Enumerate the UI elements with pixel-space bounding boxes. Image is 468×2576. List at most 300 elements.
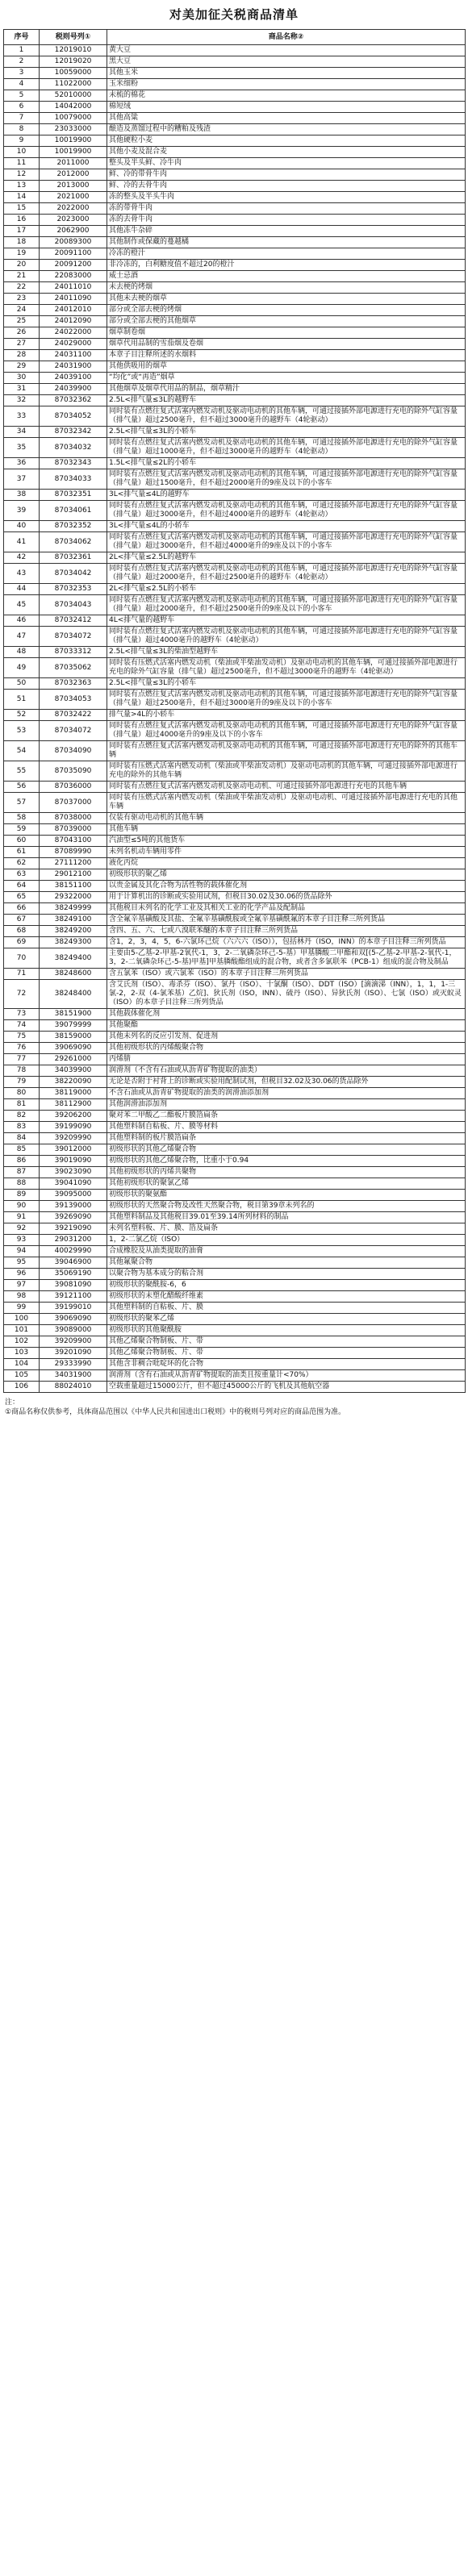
product-name: 含1，2，3，4，5，6-六氯环己烷（六六六（ISO）），包括林丹（ISO，INN）的本章子目注释三所列货品: [107, 937, 466, 948]
table-row: [4, 1032, 466, 1043]
tariff-code: 22083000: [40, 271, 107, 282]
row-number: 56: [4, 782, 40, 793]
tariff-code: 29031200: [40, 1235, 107, 1246]
table-row: [4, 339, 466, 350]
row-number: 103: [4, 1348, 40, 1359]
tariff-code: 87034043: [40, 595, 107, 615]
product-name: 不含石油或从沥青矿物提取的油类的润滑油添加剂: [107, 1088, 466, 1099]
product-name: 烟草代用品制的雪茄烟及卷烟: [107, 339, 466, 350]
tariff-code: 39046900: [40, 1257, 107, 1269]
row-number: 35: [4, 438, 40, 458]
product-name: 3L<排气量≤4L的小轿车: [107, 521, 466, 532]
table-row: [4, 1280, 466, 1291]
table-row: [4, 1370, 466, 1382]
table-row: [4, 678, 466, 690]
table-row: [4, 1088, 466, 1099]
product-name: 同时装有压燃式活塞内燃发动机（柴油或半柴油发动机）及驱动电动机的其他车辆，可通过接插外部电源进行充电的除外的其他车辆: [107, 761, 466, 782]
row-number: 7: [4, 113, 40, 124]
tariff-code: 87032352: [40, 521, 107, 532]
product-name: 无论是否附于衬背上的诊断或实验用配制试剂，但税目32.02及30.06的货品除外: [107, 1077, 466, 1088]
table-row: [4, 782, 466, 793]
product-name: 同时装有点燃往复式活塞内燃发动机及驱动电动机的其他车辆，可通过接插外部电源进行充电的除外气缸容量（排气量）超过2000毫升，但不超过2500毫升的越野车（4轮驱动）: [107, 564, 466, 584]
row-number: 11: [4, 158, 40, 169]
product-name: 其他乙烯聚合物制板、片、带: [107, 1336, 466, 1348]
table-row: [4, 881, 466, 892]
table-row: [4, 237, 466, 248]
row-number: 94: [4, 1246, 40, 1257]
row-number: 51: [4, 690, 40, 710]
product-name: 鲜、冷的带骨牛肉: [107, 169, 466, 181]
tariff-code: 29322000: [40, 892, 107, 903]
product-name: 初级形状的天然聚合物及改性天然聚合物，税目第39章未列名的: [107, 1201, 466, 1212]
row-number: 76: [4, 1043, 40, 1054]
tariff-code: 38249300: [40, 937, 107, 948]
product-name: 其他塑料制的板片膜箔扁条: [107, 1133, 466, 1144]
tariff-code: 10059000: [40, 68, 107, 79]
tariff-code: 87038000: [40, 813, 107, 824]
row-number: 19: [4, 248, 40, 260]
tariff-code: 14042000: [40, 102, 107, 113]
row-number: 81: [4, 1099, 40, 1111]
product-name: 含艾氏剂（ISO）、毒杀芬（ISO）、氯丹（ISO）、十氯酮（ISO）、DDT（ISO）[滴滴涕（INN），1，1，1-三氯-2，2-双（4-氯苯基）乙烷]、狄氏剂（ISO，INN）、硫丹（ISO）、异狄氏剂（ISO）、七氯（ISO）或灭蚁灵（ISO）的本章子目注释三所列货品: [107, 980, 466, 1009]
product-name: 其他税目未列名的化学工业及其相关工业的化学产品及配制品: [107, 903, 466, 915]
product-name: 1.5L<排气量≤2L的小轿车: [107, 458, 466, 469]
table-row: [4, 395, 466, 406]
row-number: 75: [4, 1032, 40, 1043]
row-number: 100: [4, 1314, 40, 1325]
row-number: 28: [4, 350, 40, 361]
row-number: 37: [4, 469, 40, 490]
row-number: 47: [4, 627, 40, 647]
row-number: 84: [4, 1133, 40, 1144]
row-number: 67: [4, 915, 40, 926]
product-name: 同时装有点燃往复式活塞内燃发动机及驱动电动机、可通过接插外部电源进行充电的其他车辆: [107, 782, 466, 793]
product-name: 冻的带骨牛肉: [107, 203, 466, 215]
tariff-code: 24012010: [40, 305, 107, 316]
row-number: 93: [4, 1235, 40, 1246]
table-row: [4, 980, 466, 1009]
product-name: 含全氟辛基磺酸及其盐、全氟辛基磺酰胺或全氟辛基磺酰氟的本章子目注释三所列货品: [107, 915, 466, 926]
table-row: [4, 595, 466, 615]
product-name: 其他初级形状的聚氯乙烯: [107, 1178, 466, 1190]
row-number: 6: [4, 102, 40, 113]
table-row: [4, 1212, 466, 1223]
table-row: [4, 373, 466, 384]
table-row: [4, 690, 466, 710]
row-number: 36: [4, 458, 40, 469]
table-row: [4, 56, 466, 68]
row-number: 58: [4, 813, 40, 824]
tariff-table: [3, 29, 466, 1393]
tariff-code: 2012000: [40, 169, 107, 181]
row-number: 55: [4, 761, 40, 782]
row-number: 104: [4, 1359, 40, 1370]
product-name: 液化丙烷: [107, 858, 466, 869]
row-number: 1: [4, 45, 40, 56]
table-row: [4, 1009, 466, 1020]
table-row: [4, 294, 466, 305]
table-header-row: [4, 30, 466, 45]
product-name: 丙烯腈: [107, 1054, 466, 1065]
product-name: 部分或全部去梗的其他烟草: [107, 316, 466, 327]
product-name: 空载重量超过15000公斤，但不超过45000公斤的飞机及其他航空器: [107, 1382, 466, 1393]
table-row: [4, 1065, 466, 1077]
tariff-code: 87035090: [40, 761, 107, 782]
tariff-code: 87035062: [40, 658, 107, 678]
row-number: 25: [4, 316, 40, 327]
row-number: 16: [4, 215, 40, 226]
product-name: 仅装有驱动电动机的其他车辆: [107, 813, 466, 824]
row-number: 96: [4, 1269, 40, 1280]
row-number: 101: [4, 1325, 40, 1336]
product-name: 其他初级形状的丙烯酸聚合物: [107, 1043, 466, 1054]
tariff-code: 87034042: [40, 564, 107, 584]
row-number: 40: [4, 521, 40, 532]
tariff-code: 2023000: [40, 215, 107, 226]
row-number: 32: [4, 395, 40, 406]
product-name: 2L<排气量≤2.5L的小轿车: [107, 584, 466, 595]
row-number: 83: [4, 1122, 40, 1133]
table-row: [4, 869, 466, 881]
row-number: 13: [4, 181, 40, 192]
tariff-code: 87032343: [40, 458, 107, 469]
row-number: 17: [4, 226, 40, 237]
table-row: [4, 892, 466, 903]
row-number: 99: [4, 1303, 40, 1314]
product-name: 含五氯苯（ISO）或六氯苯（ISO）的本章子目注释三所列货品: [107, 969, 466, 980]
row-number: 62: [4, 858, 40, 869]
row-number: 38: [4, 490, 40, 501]
table-row: [4, 203, 466, 215]
row-number: 90: [4, 1201, 40, 1212]
row-number: 30: [4, 373, 40, 384]
tariff-code: 87032361: [40, 552, 107, 564]
row-number: 105: [4, 1370, 40, 1382]
row-number: 46: [4, 615, 40, 627]
product-name: 其他烟草及烟草代用品的制品，烟草精汁: [107, 384, 466, 395]
product-name: 鲜、冷的去骨牛肉: [107, 181, 466, 192]
table-row: [4, 90, 466, 102]
product-name: 本章子目注释所述的水烟料: [107, 350, 466, 361]
product-name: 同时装有点燃往复式活塞内燃发动机及驱动电动机的其他车辆，可通过接插外部电源进行充电的除外气缸容量（排气量）超过1500毫升，但不超过2000毫升的9座及以下的小客车: [107, 469, 466, 490]
tariff-code: 39121100: [40, 1291, 107, 1303]
product-name: 3L<排气量≤4L的越野车: [107, 490, 466, 501]
table-row: [4, 1020, 466, 1032]
product-name: 初级形状的聚酰胺-6，6: [107, 1280, 466, 1291]
tariff-code: 38112900: [40, 1099, 107, 1111]
tariff-code: 24011090: [40, 294, 107, 305]
table-row: [4, 305, 466, 316]
tariff-code: 87032363: [40, 678, 107, 690]
footnote-text: ①商品名称仅供参考，具体商品范围以《中华人民共和国进出口税则》中的税则号列对应的商品范围为准。: [5, 1408, 346, 1416]
row-number: 53: [4, 721, 40, 741]
product-name: 2.5L<排气量≤3L的柴油型越野车: [107, 647, 466, 658]
tariff-code: 39199090: [40, 1122, 107, 1133]
product-name: 主要由5-乙基-2-甲基-2氧代-1，3，2-二氧磷杂环己-5-基）甲基膦酸二甲酯和双[(5-乙基-2-甲基-2-氧代-1，3，2-二氧磷杂环己-5-基)甲基]甲基膦酸酯组成的混合物，或者含多氯联苯（PCB-1）组成的混合物及制品: [107, 948, 466, 969]
table-row: [4, 552, 466, 564]
table-row: [4, 226, 466, 237]
footnote-label: 注：: [5, 1398, 20, 1407]
product-name: 用于计算机出的诊断或实验用试剂，但税目30.02及30.06的货品除外: [107, 892, 466, 903]
row-number: 24: [4, 305, 40, 316]
product-name: 润滑剂（不含有石油或从沥青矿物提取的油类）: [107, 1065, 466, 1077]
table-row: [4, 615, 466, 627]
row-number: 106: [4, 1382, 40, 1393]
product-name: 以贵金属及其化合物为活性物的载体催化剂: [107, 881, 466, 892]
tariff-code: 20089300: [40, 237, 107, 248]
table-row: [4, 248, 466, 260]
table-row: [4, 969, 466, 980]
table-row: [4, 1235, 466, 1246]
tariff-code: 39069090: [40, 1314, 107, 1325]
product-name: 2.5L<排气量≤3L的小轿车: [107, 427, 466, 438]
table-row: [4, 147, 466, 158]
tariff-code: 87033312: [40, 647, 107, 658]
tariff-code: 39019090: [40, 1156, 107, 1167]
table-row: [4, 458, 466, 469]
tariff-code: 52010000: [40, 90, 107, 102]
tariff-code: 87032412: [40, 615, 107, 627]
row-number: 102: [4, 1336, 40, 1348]
table-body: [4, 45, 466, 1393]
table-row: [4, 1111, 466, 1122]
product-name: 黑大豆: [107, 56, 466, 68]
footnote: [5, 1398, 463, 1417]
row-number: 88: [4, 1178, 40, 1190]
product-name: 初级形状的未塑化醋酸纤维素: [107, 1291, 466, 1303]
tariff-code: 39139000: [40, 1201, 107, 1212]
tariff-code: 38249400: [40, 948, 107, 969]
row-number: 54: [4, 741, 40, 761]
tariff-code: 87034052: [40, 406, 107, 427]
tariff-code: 87032342: [40, 427, 107, 438]
product-name: 同时装有点燃往复式活塞内燃发动机及驱动电动机的其他车辆，可通过接插外部电源进行充电的除外气缸容量（排气量）超过2500毫升，但不超过3000毫升的9座及以下的小客车: [107, 690, 466, 710]
table-row: [4, 521, 466, 532]
tariff-code: 2022000: [40, 203, 107, 215]
product-name: 未列名塑料板、片、膜、箔及扁条: [107, 1223, 466, 1235]
product-name: 未去梗的烤烟: [107, 282, 466, 294]
tariff-code: 27111200: [40, 858, 107, 869]
product-name: 初级形状的其他乙烯聚合物，比重小于0.94: [107, 1156, 466, 1167]
table-row: [4, 1359, 466, 1370]
row-number: 27: [4, 339, 40, 350]
table-row: [4, 1156, 466, 1167]
product-name: 同时装有点燃往复式活塞内燃发动机及驱动电动机的其他车辆，可通过接插外部电源进行充电的除外气缸容量（排气量）超过3000毫升，但不超过4000毫升的越野车（4轮驱动）: [107, 501, 466, 521]
row-number: 49: [4, 658, 40, 678]
product-name: 汽油型≤5吨的其他货车: [107, 836, 466, 847]
tariff-code: 87034062: [40, 532, 107, 552]
tariff-code: 87034053: [40, 690, 107, 710]
tariff-code: 20091100: [40, 248, 107, 260]
row-number: 9: [4, 135, 40, 147]
table-row: [4, 350, 466, 361]
row-number: 95: [4, 1257, 40, 1269]
table-row: [4, 824, 466, 836]
table-row: [4, 79, 466, 90]
product-name: 2.5L<排气量≤3L的小轿车: [107, 678, 466, 690]
row-number: 57: [4, 793, 40, 813]
row-number: 79: [4, 1077, 40, 1088]
product-name: 其他高粱: [107, 113, 466, 124]
table-row: [4, 903, 466, 915]
table-row: [4, 1382, 466, 1393]
tariff-code: 39069090: [40, 1043, 107, 1054]
table-row: [4, 1257, 466, 1269]
tariff-code: 87032351: [40, 490, 107, 501]
product-name: 同时装有点燃往复式活塞内燃发动机及驱动电动机的其他车辆，可通过接插外部电源进行充电的除外气缸容量（排气量）超过4000毫升的越野车（4轮驱动）: [107, 627, 466, 647]
product-name: 聚对苯二甲酸乙二酯板片膜箔扁条: [107, 1111, 466, 1122]
row-number: 41: [4, 532, 40, 552]
row-number: 63: [4, 869, 40, 881]
tariff-code: 35069190: [40, 1269, 107, 1280]
product-name: 其他未去梗的烟草: [107, 294, 466, 305]
tariff-code: 24031100: [40, 350, 107, 361]
row-number: 73: [4, 1009, 40, 1020]
product-name: 同时装有压燃式活塞内燃发动机（柴油或半柴油发动机）及驱动电动机的其他车辆，可通过接插外部电源进行充电的除外气缸容量（排气量）超过2500毫升，但不超过3000毫升的越野车（4轮驱动）: [107, 658, 466, 678]
row-number: 8: [4, 124, 40, 135]
tariff-code: 87032353: [40, 584, 107, 595]
tariff-code: 39269090: [40, 1212, 107, 1223]
tariff-code: 39079999: [40, 1020, 107, 1032]
product-name: 部分或全部去梗的烤烟: [107, 305, 466, 316]
tariff-code: 24031900: [40, 361, 107, 373]
table-row: [4, 384, 466, 395]
row-number: 10: [4, 147, 40, 158]
tariff-code: 24012090: [40, 316, 107, 327]
product-name: 初级形状的其他聚酰胺: [107, 1325, 466, 1336]
table-row: [4, 1167, 466, 1178]
tariff-code: 39219090: [40, 1223, 107, 1235]
tariff-code: 87034061: [40, 501, 107, 521]
row-number: 77: [4, 1054, 40, 1065]
product-name: 同时装有压燃式活塞内燃发动机（柴油或半柴油发动机）及驱动电动机、可通过接插外部电源进行充电的其他车辆: [107, 793, 466, 813]
table-row: [4, 721, 466, 741]
table-row: [4, 647, 466, 658]
product-name: 其他未列名的反应引发剂、促进剂: [107, 1032, 466, 1043]
table-row: [4, 469, 466, 490]
tariff-code: 23033000: [40, 124, 107, 135]
product-name: 其他载体催化剂: [107, 1009, 466, 1020]
row-number: 5: [4, 90, 40, 102]
table-row: [4, 68, 466, 79]
product-name: 4L<排气量的越野车: [107, 615, 466, 627]
tariff-code: 87039000: [40, 824, 107, 836]
product-name: 1，2-二氯乙烷（ISO）: [107, 1235, 466, 1246]
product-name: 未梳的棉花: [107, 90, 466, 102]
product-name: 其他乙烯聚合物制板、片、带: [107, 1348, 466, 1359]
product-name: 威士忌酒: [107, 271, 466, 282]
product-name: 黄大豆: [107, 45, 466, 56]
tariff-code: 39023090: [40, 1167, 107, 1178]
tariff-code: 2062900: [40, 226, 107, 237]
table-row: [4, 1122, 466, 1133]
tariff-code: 39209990: [40, 1133, 107, 1144]
product-name: 其他制作或保藏的蔓越橘: [107, 237, 466, 248]
page-title: 对美加征关税商品清单: [169, 7, 299, 22]
row-number: 72: [4, 980, 40, 1009]
tariff-code: 24039100: [40, 373, 107, 384]
table-row: [4, 564, 466, 584]
tariff-code: 87034090: [40, 741, 107, 761]
table-row: [4, 1348, 466, 1359]
header-code: 税则号列①: [40, 30, 107, 45]
row-number: 89: [4, 1190, 40, 1201]
header-no: 序号: [4, 30, 40, 45]
product-name: 其他供吸用的烟草: [107, 361, 466, 373]
tariff-code: 24029000: [40, 339, 107, 350]
table-row: [4, 316, 466, 327]
row-number: 82: [4, 1111, 40, 1122]
table-row: [4, 858, 466, 869]
product-name: 未列名机动车辆用零件: [107, 847, 466, 858]
table-row: [4, 761, 466, 782]
row-number: 80: [4, 1088, 40, 1099]
product-name: 同时装有点燃往复式活塞内燃发动机及驱动电动机的其他车辆，可通过接插外部电源进行充电的除外气缸容量（排气量）超过4000毫升的9座及以下的小客车: [107, 721, 466, 741]
product-name: 同时装有点燃往复式活塞内燃发动机及驱动电动机的其他车辆，可通过接插外部电源进行充电的除外气缸容量（排气量）超过1000毫升，但不超过3000毫升的越野车（4轮驱动）: [107, 438, 466, 458]
row-number: 45: [4, 595, 40, 615]
table-row: [4, 847, 466, 858]
product-name: 同时装有点燃往复式活塞内燃发动机及驱动电动机的其他车辆，可通过接插外部电源进行充电的除外气缸容量（排气量）超过2500毫升，但不超过3000毫升的越野车（4轮驱动）: [107, 406, 466, 427]
table-row: [4, 135, 466, 147]
tariff-code: 39206200: [40, 1111, 107, 1122]
table-row: [4, 1054, 466, 1065]
row-number: 34: [4, 427, 40, 438]
table-row: [4, 813, 466, 824]
product-name: 其他冻牛杂碎: [107, 226, 466, 237]
row-number: 2: [4, 56, 40, 68]
row-number: 50: [4, 678, 40, 690]
tariff-code: 38248600: [40, 969, 107, 980]
product-name: 其他塑料制的自粘板、片、膜: [107, 1303, 466, 1314]
tariff-code: 29012100: [40, 869, 107, 881]
table-row: [4, 158, 466, 169]
tariff-code: 38119000: [40, 1088, 107, 1099]
table-row: [4, 169, 466, 181]
table-row: [4, 1325, 466, 1336]
tariff-code: 87034072: [40, 721, 107, 741]
tariff-code: 40029990: [40, 1246, 107, 1257]
product-name: 其他初级形状的丙烯共聚物: [107, 1167, 466, 1178]
row-number: 61: [4, 847, 40, 858]
row-number: 71: [4, 969, 40, 980]
table-row: [4, 501, 466, 521]
row-number: 74: [4, 1020, 40, 1032]
tariff-code: 87037000: [40, 793, 107, 813]
row-number: 97: [4, 1280, 40, 1291]
row-number: 39: [4, 501, 40, 521]
tariff-code: 20091200: [40, 260, 107, 271]
table-row: [4, 1269, 466, 1280]
row-number: 23: [4, 294, 40, 305]
product-name: 整头及半头鲜、冷牛肉: [107, 158, 466, 169]
table-row: [4, 1178, 466, 1190]
product-name: 冻的去骨牛肉: [107, 215, 466, 226]
table-row: [4, 948, 466, 969]
row-number: 31: [4, 384, 40, 395]
row-number: 65: [4, 892, 40, 903]
table-row: [4, 113, 466, 124]
tariff-code: 88024010: [40, 1382, 107, 1393]
product-name: 其他硬粒小麦: [107, 135, 466, 147]
table-row: [4, 836, 466, 847]
product-name: 以聚合物为基本成分的粘合剂: [107, 1269, 466, 1280]
row-number: 85: [4, 1144, 40, 1156]
row-number: 42: [4, 552, 40, 564]
row-number: 43: [4, 564, 40, 584]
row-number: 60: [4, 836, 40, 847]
product-name: 玉米细粉: [107, 79, 466, 90]
table-row: [4, 1043, 466, 1054]
